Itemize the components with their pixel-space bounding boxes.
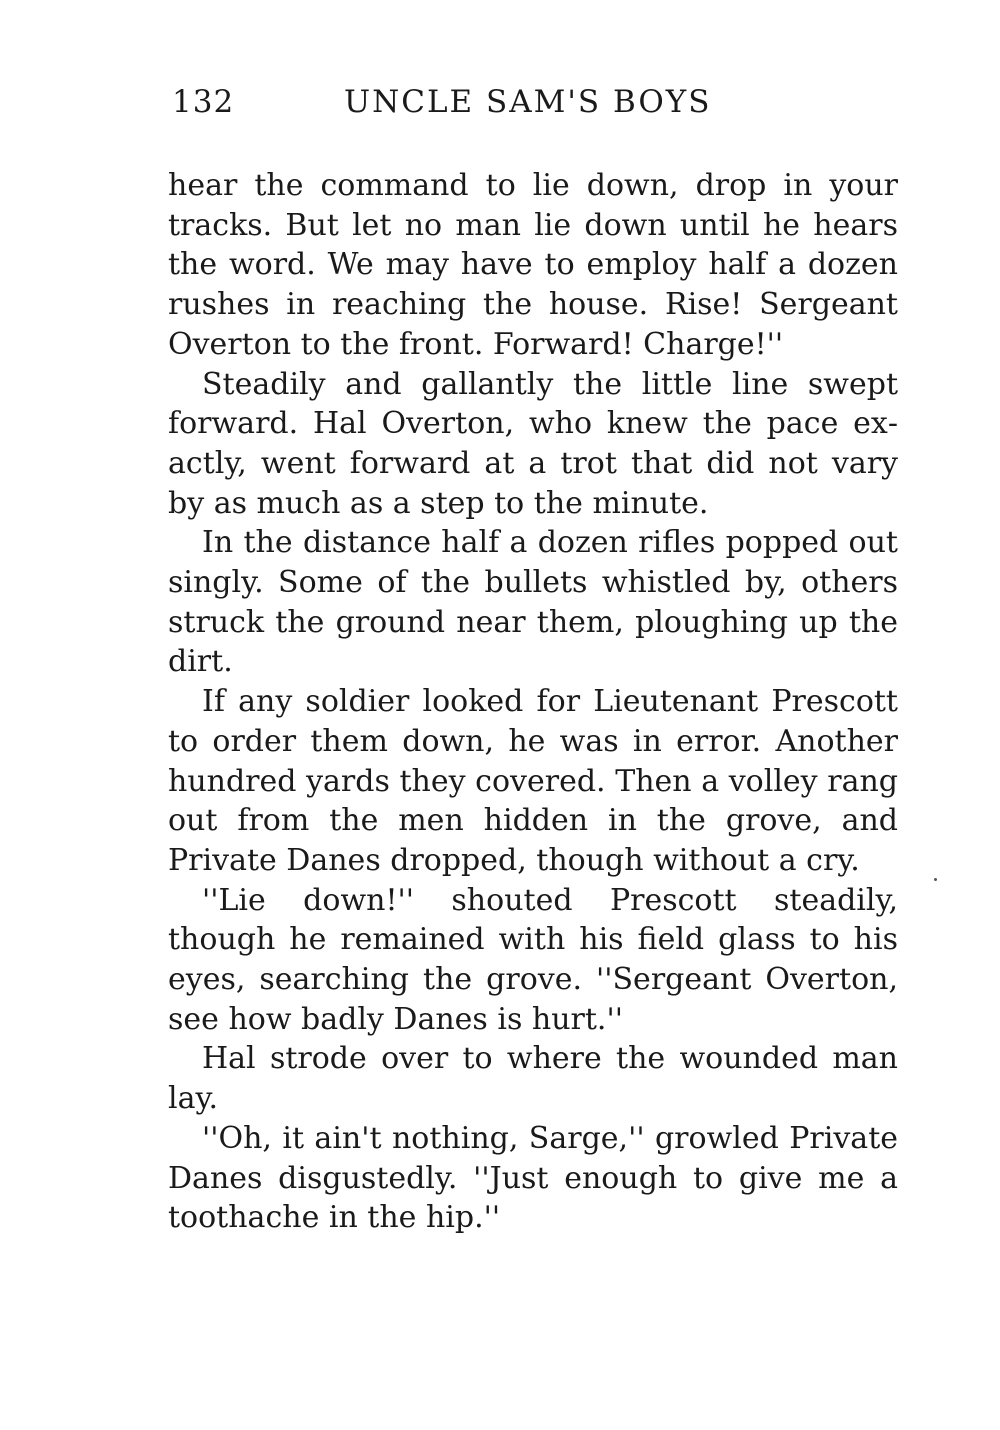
paragraph-1: hear the command to lie down, drop in your tracks. But let no man lie down until he hears the word. We may have to employ half a dozen rushes in reaching the house. Rise! Sergeant Overton to the front. Forward! Charge!'': [168, 168, 898, 362]
paragraph-6: Hal strode over to where the wounded man lay.: [168, 1041, 898, 1117]
paragraph-7: ''Oh, it ain't nothing, Sarge,'' growled Private Danes disgustedly. ''Just enough to give me a toothache in the hip.'': [168, 1120, 898, 1236]
paragraph-5: ''Lie down!'' shouted Prescott steadily, though he remained with his field glass to his eyes, searching the grove. ''Sergeant Overton, see how badly Danes is hurt.'': [168, 882, 898, 1037]
running-title: UNCLE SAM'S BOYS: [344, 84, 712, 120]
margin-speck: [934, 878, 937, 881]
paragraph-3: In the distance half a dozen rifles popped out singly. Some of the bullets whistled by, others struck the ground near them, ploughing up the dirt.: [168, 525, 898, 680]
page-header: [172, 84, 902, 128]
page-number: 132: [172, 84, 235, 120]
paragraph-2: Steadily and gallantly the little line swept forward. Hal Overton, who knew the pace exactly, went forward at a trot that did not vary by as much as a step to the minute.: [168, 366, 898, 521]
body-text: [168, 166, 898, 1238]
paragraph-4: If any soldier looked for Lieutenant Prescott to order them down, he was in error. Another hundred yards they covered. Then a volley rang out from the men hidden in the grove, and Private Danes dropped, though without a cry.: [168, 684, 898, 878]
